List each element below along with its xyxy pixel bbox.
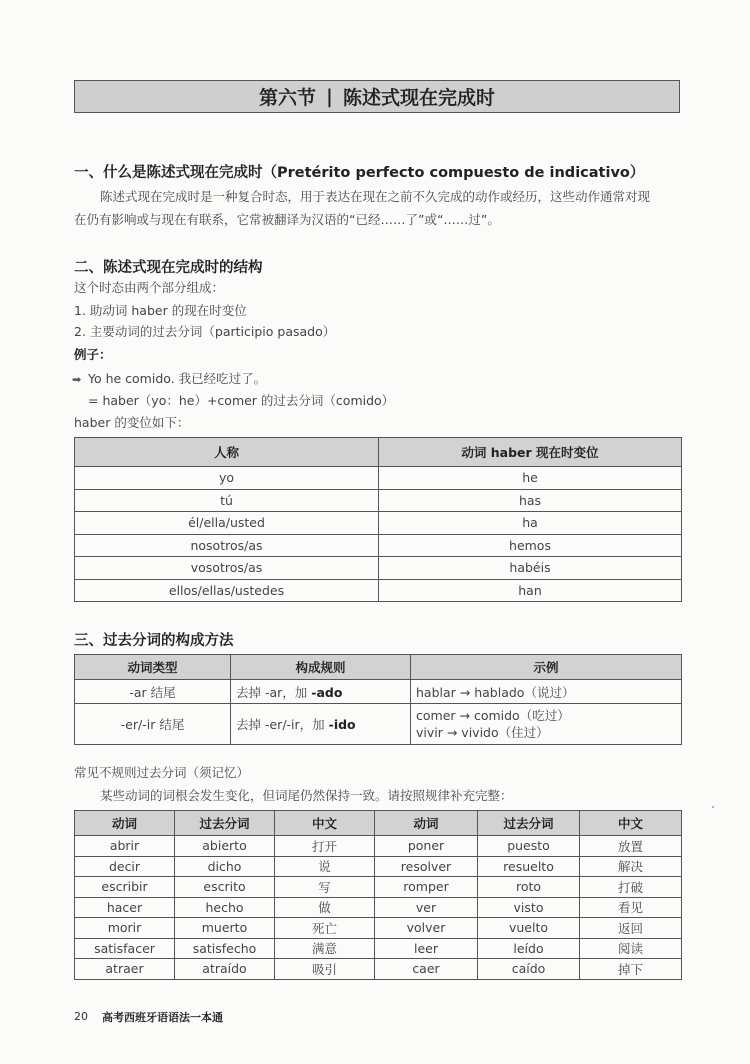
heading-structure: 二、陈述式现在完成时的结构: [74, 260, 263, 276]
participle-cell: caído: [478, 959, 580, 980]
rule-suffix: -ido: [328, 717, 356, 732]
section-topic: 陈述式现在完成时: [342, 87, 495, 109]
verb-cell: satisfacer: [75, 938, 175, 959]
example-sentence: Yo he comido. 我已经吃过了。: [87, 371, 267, 386]
verb-cell: caer: [375, 959, 478, 980]
scan-dot: [712, 806, 714, 808]
verb-cell: decir: [75, 856, 175, 877]
rule-text: 去掉 -er/-ir，加: [236, 717, 329, 732]
rule-text: 去掉 -ar，加: [236, 684, 312, 700]
form-cell: han: [379, 579, 682, 602]
table-row: [75, 959, 682, 980]
example-line-1: comer → comido（吃过）: [416, 708, 570, 723]
participle-cell: vuelto: [478, 918, 580, 939]
table-row: [75, 512, 682, 535]
participle-cell: abierto: [175, 836, 275, 857]
irregular-heading: 常见不规则过去分词（须记忆）: [74, 765, 250, 780]
verb-type-cell: -er/-ir 结尾: [75, 704, 231, 745]
chinese-cell: 解决: [580, 856, 682, 877]
haber-conjugation-table: [74, 437, 682, 602]
section-title: [74, 80, 680, 113]
participle-cell: satisfecho: [175, 938, 275, 959]
heading-what-is: 一、什么是陈述式现在完成时（Pretérito perfecto compuesto de indicativo）: [74, 165, 645, 181]
table-row: [75, 856, 682, 877]
form-cell: habéis: [379, 557, 682, 580]
header-chinese: 中文: [275, 811, 375, 836]
verb-cell: atraer: [75, 959, 175, 980]
table-row: [75, 938, 682, 959]
person-cell: yo: [75, 467, 379, 490]
table-row: [75, 579, 682, 602]
verb-cell: leer: [375, 938, 478, 959]
person-cell: él/ella/usted: [75, 512, 379, 535]
irregular-participles-table: [74, 810, 682, 980]
participle-cell: leído: [478, 938, 580, 959]
irregular-intro: 某些动词的词根会发生变化，但词尾仍然保持一致。请按照规律补充完整：: [100, 788, 513, 803]
arrow-right-icon: ➡: [72, 373, 82, 386]
structure-item-1: 1. 助动词 haber 的现在时变位: [74, 303, 247, 318]
book-title: 高考西班牙语语法一本通: [102, 1011, 223, 1024]
person-cell: ellos/ellas/ustedes: [75, 579, 379, 602]
structure-intro: 这个时态由两个部分组成：: [74, 280, 225, 295]
participle-rules-table: [74, 654, 682, 745]
verb-cell: resolver: [375, 856, 478, 877]
header-haber: 动词 haber 现在时变位: [379, 438, 682, 467]
chinese-cell: 看见: [580, 897, 682, 918]
table-row: [75, 836, 682, 857]
rule-suffix: -ado: [311, 684, 343, 700]
form-cell: has: [379, 489, 682, 512]
table-row: [75, 489, 682, 512]
chinese-cell: 说: [275, 856, 375, 877]
chinese-cell: 写: [275, 877, 375, 898]
table-row: [75, 897, 682, 918]
header-verb: 动词: [375, 811, 478, 836]
example-label: 例子：: [74, 347, 112, 362]
table-row: [75, 534, 682, 557]
example-note: = haber（yo：he）+comer 的过去分词（comido）: [88, 393, 395, 408]
chinese-cell: 打破: [580, 877, 682, 898]
example-cell: hablar → hablado（说过）: [411, 680, 682, 704]
conjugation-intro: haber 的变位如下：: [74, 415, 190, 430]
chinese-cell: 吸引: [275, 959, 375, 980]
participle-cell: dicho: [175, 856, 275, 877]
irregular-table-body: [75, 836, 682, 980]
table-row: [75, 680, 682, 704]
person-cell: nosotros/as: [75, 534, 379, 557]
verb-cell: morir: [75, 918, 175, 939]
person-cell: tú: [75, 489, 379, 512]
chinese-cell: 做: [275, 897, 375, 918]
verb-type-cell: -ar 结尾: [75, 680, 231, 704]
verb-cell: abrir: [75, 836, 175, 857]
chinese-cell: 放置: [580, 836, 682, 857]
chinese-cell: 死亡: [275, 918, 375, 939]
verb-cell: poner: [375, 836, 478, 857]
participle-cell: atraído: [175, 959, 275, 980]
verb-cell: hacer: [75, 897, 175, 918]
table-header-row: [75, 438, 682, 467]
table-row: [75, 467, 682, 490]
chinese-cell: 打开: [275, 836, 375, 857]
chinese-cell: 阅读: [580, 938, 682, 959]
definition-line-1: 陈述式现在完成时是一种复合时态，用于表达在现在之前不久完成的动作或经历，这些动作通常对现: [100, 189, 651, 204]
example-line: [72, 369, 266, 387]
participle-cell: roto: [478, 877, 580, 898]
header-person: 人称: [75, 438, 379, 467]
chinese-cell: 掉下: [580, 959, 682, 980]
example-cell: [411, 704, 682, 745]
chinese-cell: 返回: [580, 918, 682, 939]
participle-cell: resuelto: [478, 856, 580, 877]
form-cell: hemos: [379, 534, 682, 557]
header-participle: 过去分词: [175, 811, 275, 836]
header-chinese: 中文: [580, 811, 682, 836]
table-row: [75, 877, 682, 898]
header-participle: 过去分词: [478, 811, 580, 836]
participle-cell: muerto: [175, 918, 275, 939]
participle-cell: hecho: [175, 897, 275, 918]
table-header-row: [75, 811, 682, 836]
header-example: 示例: [411, 655, 682, 680]
verb-cell: romper: [375, 877, 478, 898]
table-row: [75, 704, 682, 745]
header-verb-type: 动词类型: [75, 655, 231, 680]
header-verb: 动词: [75, 811, 175, 836]
verb-cell: ver: [375, 897, 478, 918]
participle-cell: visto: [478, 897, 580, 918]
table-row: [75, 918, 682, 939]
chinese-cell: 满意: [275, 938, 375, 959]
participle-cell: escrito: [175, 877, 275, 898]
page-number: 20: [74, 1010, 88, 1023]
form-cell: ha: [379, 512, 682, 535]
section-number: 第六节: [259, 87, 317, 109]
heading-participle-formation: 三、过去分词的构成方法: [74, 633, 234, 649]
verb-cell: volver: [375, 918, 478, 939]
person-cell: vosotros/as: [75, 557, 379, 580]
header-rule: 构成规则: [231, 655, 411, 680]
title-separator: |: [326, 85, 333, 108]
table-header-row: [75, 655, 682, 680]
verb-cell: escribir: [75, 877, 175, 898]
table-row: [75, 557, 682, 580]
structure-item-2: 2. 主要动词的过去分词（participio pasado）: [74, 324, 336, 339]
form-cell: he: [379, 467, 682, 490]
example-line-2: vivir → vivido（住过）: [416, 725, 549, 740]
definition-line-2: 在仍有影响或与现在有联系，它常被翻译为汉语的“已经……了”或“……过”。: [74, 212, 500, 227]
rule-cell: [231, 680, 411, 704]
participle-cell: puesto: [478, 836, 580, 857]
rule-cell: [231, 704, 411, 745]
